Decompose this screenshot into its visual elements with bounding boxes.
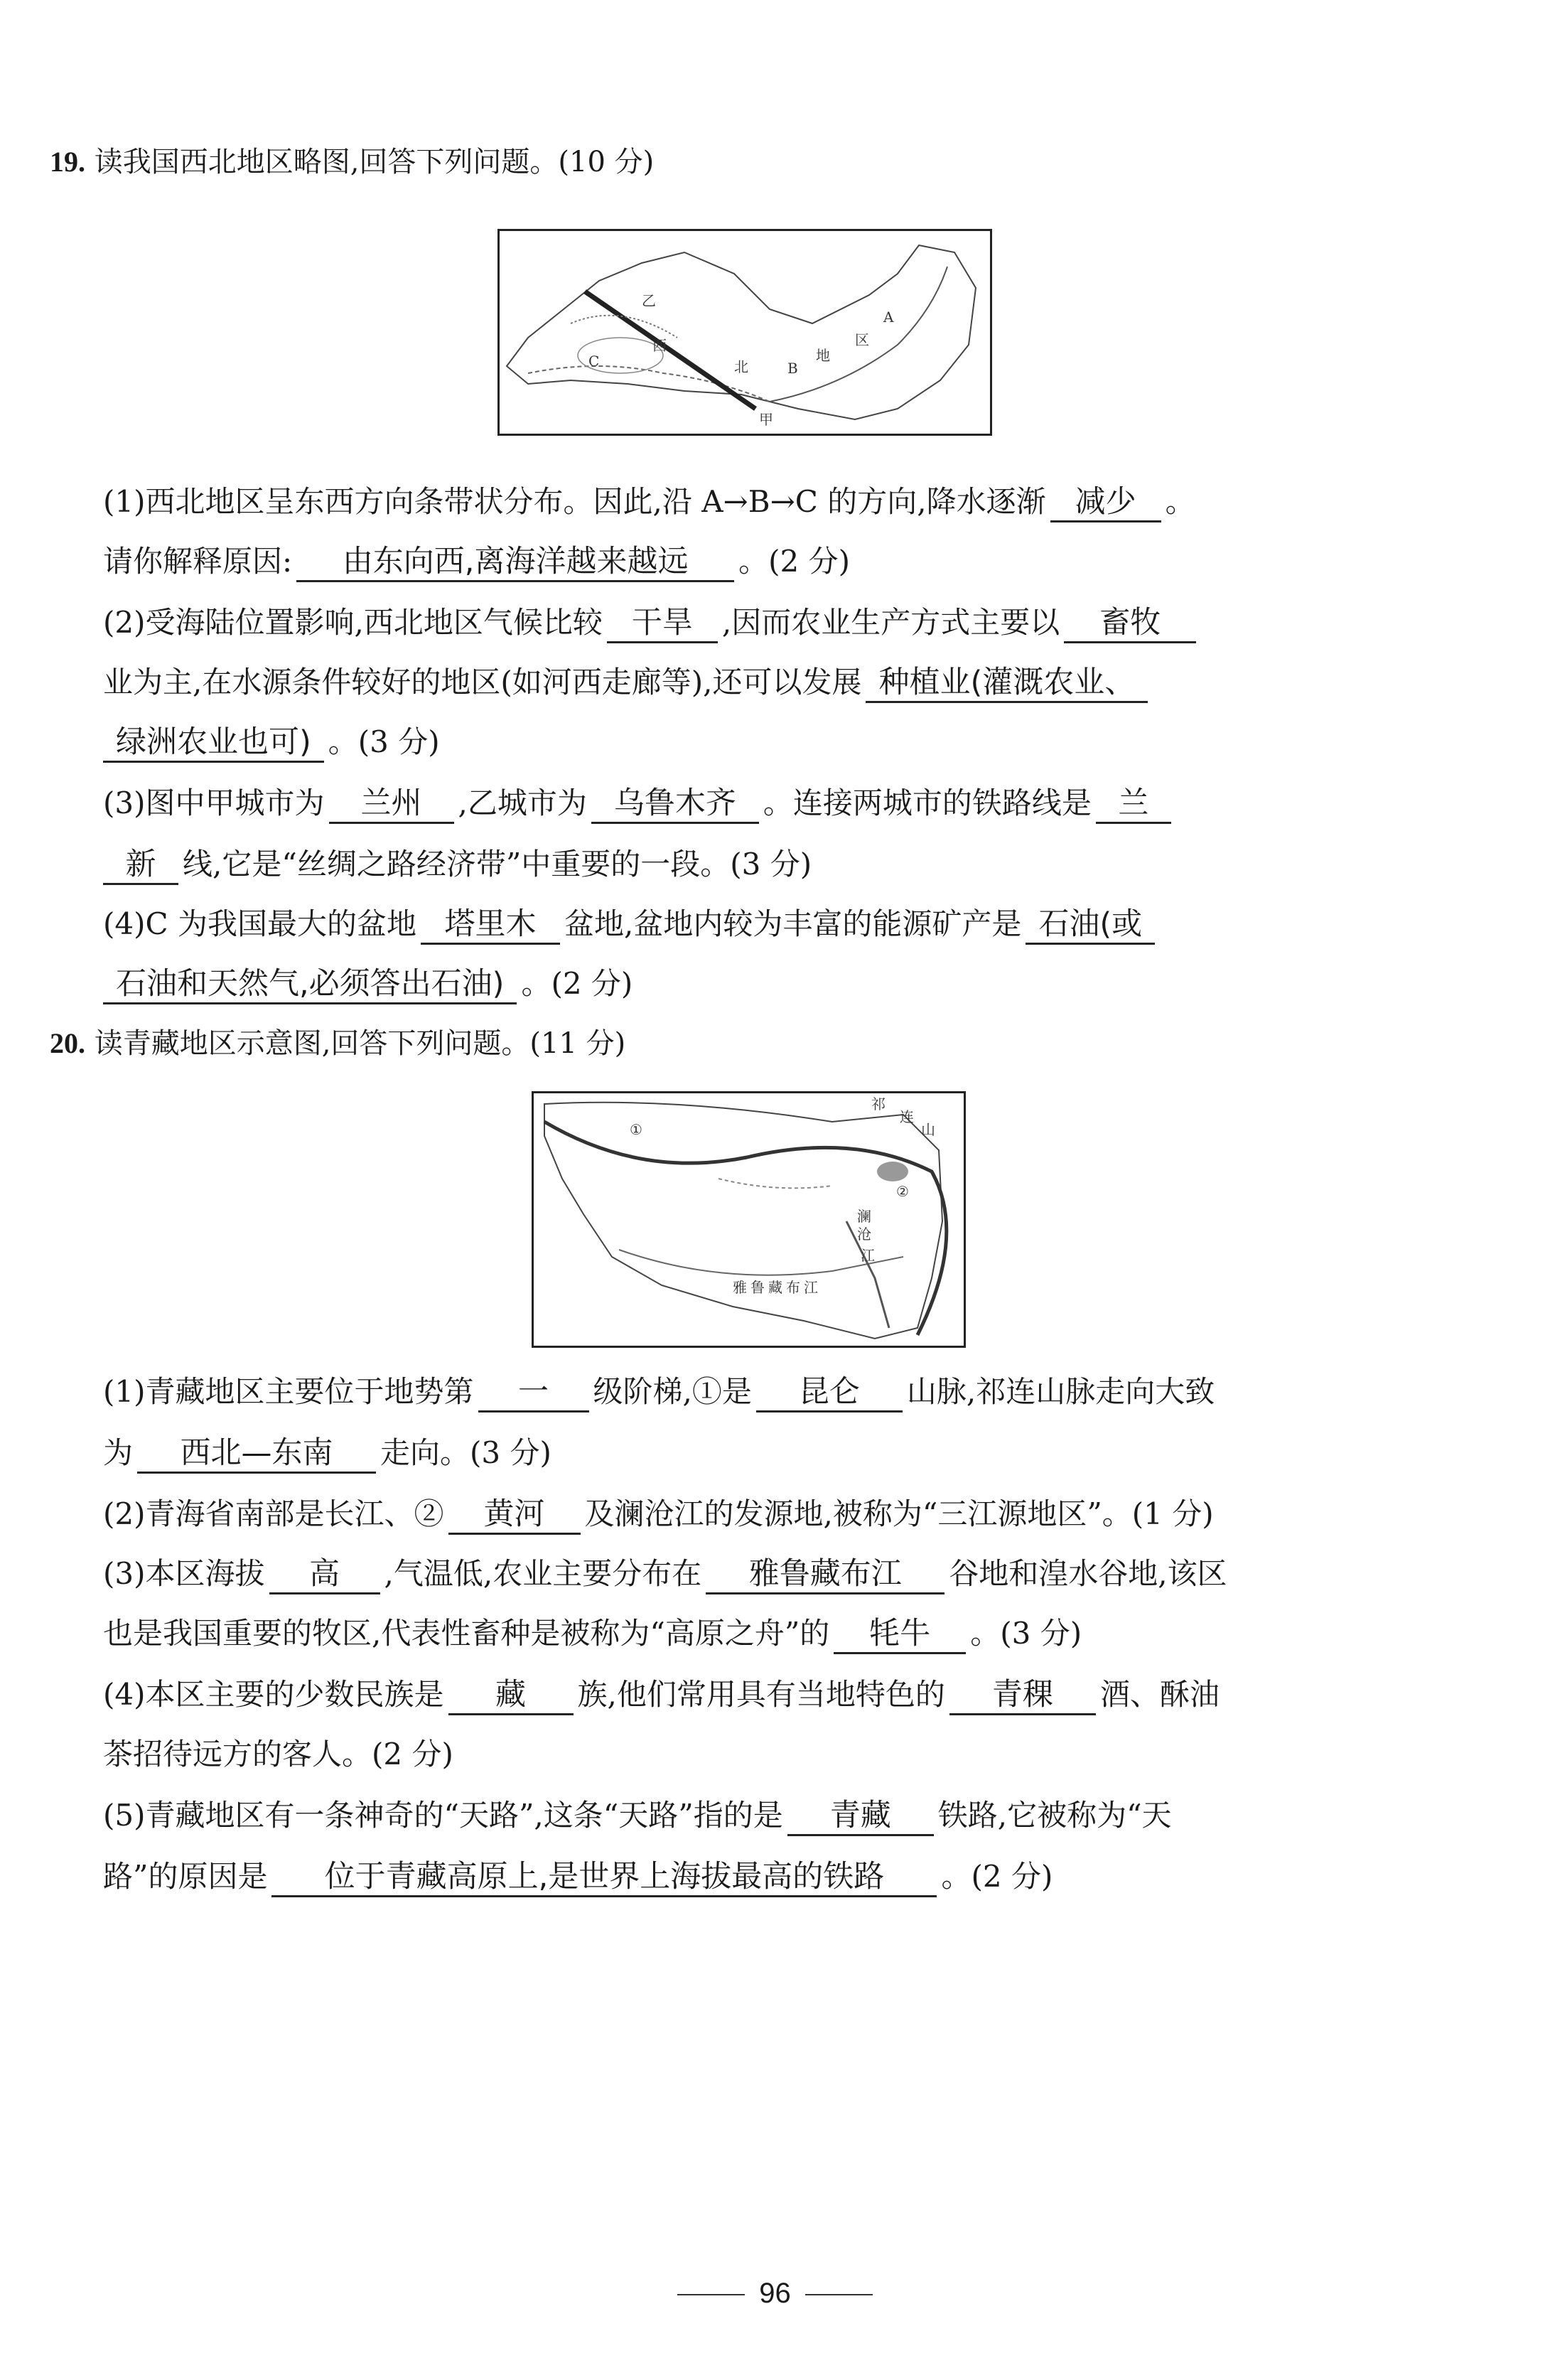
map-label-1: ① — [630, 1121, 642, 1138]
q20-p3-text-a: (3)本区海拔 — [103, 1556, 265, 1591]
q19-p4-answer2: 石油(或 — [1026, 906, 1155, 945]
q20-p4-text-b: 族,他们常用具有当地特色的 — [577, 1677, 945, 1712]
q19-p2-answer2: 畜牧 — [1064, 604, 1196, 643]
q20-p3-text-d: 也是我国重要的牧区,代表性畜种是被称为“高原之舟”的 — [103, 1616, 830, 1651]
q20-p4-text-d: 茶招待远方的客人。(2 分) — [103, 1737, 453, 1771]
page-number-text: 96 — [759, 2278, 791, 2309]
map-label-shan: 山 — [921, 1121, 935, 1138]
q20-part3-line1 — [103, 1554, 1396, 1594]
q20-title — [50, 1024, 625, 1063]
q20-part5-line1 — [103, 1796, 1396, 1836]
q19-p2-answer1: 干旱 — [607, 604, 718, 643]
q19-p4-answer2-cont: 石油和天然气,必须答出石油) — [103, 965, 517, 1004]
map-label-ya: 雅 — [733, 1279, 747, 1296]
q20-part3-line2 — [103, 1614, 1396, 1654]
q19-p3-text-b: ,乙城市为 — [458, 786, 587, 820]
map-label-jiang: 江 — [861, 1247, 875, 1264]
map-label-c: C — [588, 353, 600, 370]
q20-number: 20. — [50, 1027, 85, 1059]
map-label-jiang2: 江 — [804, 1279, 818, 1296]
q19-p4-text-a: (4)C 为我国最大的盆地 — [103, 906, 416, 941]
q19-p4-answer1: 塔里木 — [421, 906, 560, 945]
q20-p4-text-a: (4)本区主要的少数民族是 — [103, 1677, 444, 1712]
q20-p2-answer1: 黄河 — [448, 1496, 581, 1535]
q19-p1-text-b: 。 — [1165, 484, 1195, 519]
q19-p4-text-b: 盆地,盆地内较为丰富的能源矿产是 — [564, 906, 1022, 941]
q20-p4-answer1: 藏 — [448, 1676, 574, 1715]
map-label-lan: 澜 — [857, 1208, 871, 1225]
q20-p1-text-d: 为 — [103, 1435, 134, 1470]
northwest-map-drawing — [500, 231, 990, 434]
q19-title-text: 读我国西北地区略图,回答下列问题。(10 分) — [94, 146, 655, 178]
q20-p5-answer1: 青藏 — [787, 1797, 934, 1836]
q20-p3-text-b: ,气温低,农业主要分布在 — [384, 1556, 702, 1591]
q20-p1-text-e: 走向。(3 分) — [380, 1435, 551, 1470]
q20-title-text: 读青藏地区示意图,回答下列问题。(11 分) — [94, 1027, 626, 1060]
q20-part1-line2 — [103, 1433, 1396, 1474]
q19-part3-line2 — [103, 845, 1396, 885]
map-label-yi: 乙 — [642, 292, 656, 309]
q19-p3-answer2: 乌鲁木齐 — [591, 785, 759, 824]
q19-p1-text-a: (1)西北地区呈东西方向条带状分布。因此,沿 A→B→C 的方向,降水逐渐 — [103, 484, 1046, 519]
q20-p1-answer3: 西北—东南 — [137, 1435, 376, 1474]
q19-p3-answer1: 兰州 — [329, 785, 454, 824]
map-label-lian: 连 — [900, 1108, 914, 1125]
map-label-bu: 布 — [786, 1279, 800, 1296]
q19-part2-line1 — [103, 603, 1396, 643]
q19-part1-line1 — [103, 482, 1396, 522]
q20-p4-answer2: 青稞 — [949, 1676, 1096, 1715]
q19-part1-line2 — [103, 542, 1396, 582]
q20-p1-answer1: 一 — [478, 1373, 589, 1413]
q19-p2-answer3: 种植业(灌溉农业、 — [866, 664, 1148, 703]
map-label-b: B — [787, 360, 798, 377]
q19-p2-text-b: ,因而农业生产方式主要以 — [721, 605, 1060, 640]
q20-p3-answer1: 高 — [269, 1555, 380, 1594]
q20-p3-answer3: 牦牛 — [834, 1615, 966, 1654]
q20-p5-text-c: 路”的原因是 — [103, 1859, 268, 1894]
q20-part2-line1 — [103, 1494, 1396, 1535]
map-label-lu: 鲁 — [750, 1279, 765, 1296]
map-label-jia: 甲 — [759, 411, 773, 428]
q20-p1-text-b: 级阶梯,①是 — [593, 1374, 752, 1409]
q19-p3-answer3: 兰 — [1096, 785, 1171, 824]
map-label-2: ② — [896, 1183, 909, 1200]
q19-p1-text-c: 请你解释原因: — [103, 544, 293, 579]
q19-p4-text-c: 。(2 分) — [521, 966, 633, 1001]
q20-part4-line2 — [103, 1735, 1396, 1774]
map-label-qu: 区 — [855, 331, 869, 348]
page-number-dash-right — [805, 2294, 873, 2295]
q19-number: 19. — [50, 146, 85, 178]
q20-p2-text-a: (2)青海省南部是长江、② — [103, 1496, 444, 1531]
q19-p1-answer2: 由东向西,离海洋越来越远 — [296, 543, 734, 582]
q19-part2-line2 — [103, 663, 1396, 703]
q19-p3-answer3-cont: 新 — [103, 846, 178, 885]
q19-p1-answer1: 减少 — [1050, 483, 1161, 522]
northwest-region-map — [497, 229, 992, 436]
q20-p2-text-b: 及澜沧江的发源地,被称为“三江源地区”。(1 分) — [584, 1496, 1214, 1531]
q20-p3-text-e: 。(3 分) — [970, 1616, 1082, 1651]
q19-title — [50, 142, 654, 182]
q20-p3-text-c: 谷地和湟水谷地,该区 — [949, 1556, 1227, 1591]
qinghai-tibet-map-drawing — [534, 1093, 964, 1346]
q19-part4-line2 — [103, 964, 1396, 1004]
q20-part1-line1 — [103, 1372, 1396, 1413]
q20-part4-line1 — [103, 1675, 1396, 1715]
map-label-bei: 北 — [734, 358, 748, 375]
q20-p5-answer2: 位于青藏高原上,是世界上海拔最高的铁路 — [271, 1858, 937, 1897]
q19-part4-line1 — [103, 904, 1396, 945]
q20-p5-text-d: 。(2 分) — [941, 1859, 1053, 1894]
q19-p3-text-a: (3)图中甲城市为 — [103, 786, 325, 820]
q19-p2-text-c: 业为主,在水源条件较好的地区(如河西走廊等),还可以发展 — [103, 665, 862, 699]
q19-part2-line3 — [103, 722, 1396, 763]
qinghai-tibet-map — [532, 1091, 966, 1348]
q19-p2-answer3-cont: 绿洲农业也可) — [103, 724, 324, 763]
q20-p1-answer2: 昆仑 — [756, 1373, 903, 1413]
q20-p1-text-a: (1)青藏地区主要位于地势第 — [103, 1374, 474, 1409]
map-label-xi: 西 — [652, 337, 667, 354]
q19-p3-text-d: 线,它是“丝绸之路经济带”中重要的一段。(3 分) — [183, 847, 812, 881]
page-number — [0, 2278, 1550, 2310]
q20-p5-text-a: (5)青藏地区有一条神奇的“天路”,这条“天路”指的是 — [103, 1798, 783, 1833]
map-label-zang: 藏 — [768, 1279, 782, 1296]
map-label-di: 地 — [816, 347, 830, 364]
q20-p5-text-b: 铁路,它被称为“天 — [937, 1798, 1172, 1833]
map-label-a: A — [883, 309, 894, 326]
q19-part3-line1 — [103, 783, 1396, 824]
page-number-dash-left — [677, 2294, 745, 2295]
q19-p2-text-a: (2)受海陆位置影响,西北地区气候比较 — [103, 605, 603, 640]
q20-p4-text-c: 酒、酥油 — [1099, 1677, 1220, 1712]
q20-p1-text-c: 山脉,祁连山脉走向大致 — [906, 1374, 1215, 1409]
q20-p3-answer2: 雅鲁藏布江 — [706, 1555, 944, 1594]
q19-p3-text-c: 。连接两城市的铁路线是 — [763, 786, 1092, 820]
map-label-cang: 沧 — [857, 1226, 871, 1243]
q20-part5-line2 — [103, 1857, 1396, 1897]
map-label-qi: 祁 — [871, 1095, 886, 1113]
q19-p2-text-d: 。(3 分) — [328, 724, 440, 759]
q19-p1-text-d: 。(2 分) — [738, 544, 851, 579]
